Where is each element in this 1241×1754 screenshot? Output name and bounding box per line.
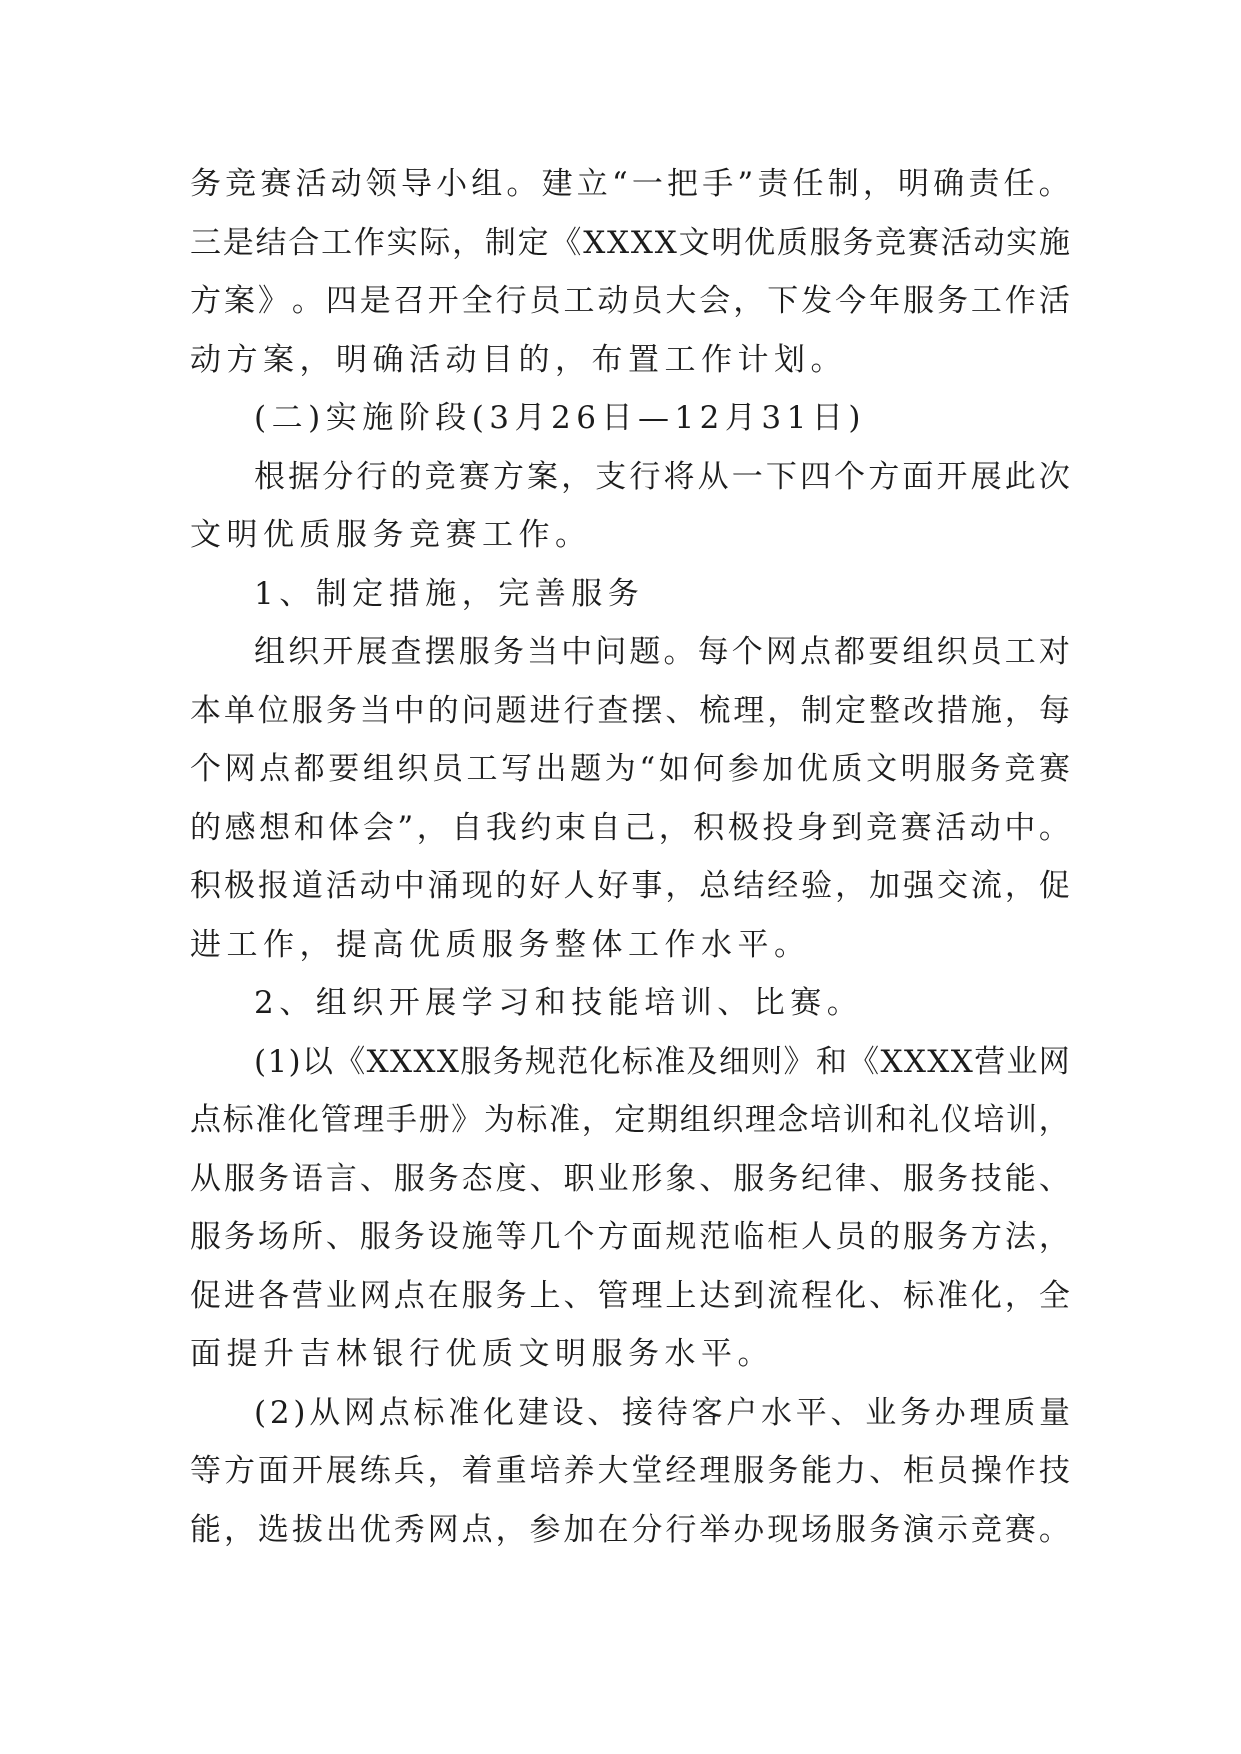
text-line: 服 务 场 所 、 服 务 设 施 等 几 个 方 面 规 范 临 柜 人 员 的 服 务 方 法 ， <box>190 1219 1070 1255</box>
text-line: ( 1 ) 以 《 X X X X 服 务 规 范 化 标 准 及 细 则 》 和 《 X X X X 营 业 网 <box>254 1043 1070 1080</box>
text-line: 促 进 各 营 业 网 点 在 服 务 上 、 管 理 上 达 到 流 程 化 、 标 准 化 ， 全 <box>190 1277 1070 1314</box>
document-body <box>190 155 1070 1559</box>
text-line: 从 服 务 语 言 、 服 务 态 度 、 职 业 形 象 、 服 务 纪 律 、 服 务 技 能 、 <box>190 1160 1070 1197</box>
text-line: ( 2 ) 从 网 点 标 准 化 建 设 、 接 待 客 户 水 平 、 业 务 办 理 质 量 <box>254 1394 1070 1431</box>
text-line: 个 网 点 都 要 组 织 员 工 写 出 题 为 “ 如 何 参 加 优 质 文 明 服 务 竞 赛 <box>190 751 1070 787</box>
section-heading: (二)实施阶段(3月26日—12月31日) <box>254 400 866 436</box>
text-line: 等 方 面 开 展 练 兵 ， 着 重 培 养 大 堂 经 理 服 务 能 力 、 柜 员 操 作 技 <box>190 1453 1070 1489</box>
text-line: 三 是 结 合 工 作 实 际 ， 制 定 《 X X X X 文 明 优 质 服 务 竞 赛 活 动 实 施 <box>190 224 1070 261</box>
text-line: 点 标 准 化 管 理 手 册 》 为 标 准 ， 定 期 组 织 理 念 培 训 和 礼 仪 培 训 ， <box>190 1102 1070 1138</box>
subsection-heading: 2、组织开展学习和技能培训、比赛。 <box>254 985 864 1021</box>
text-line: 文明优质服务竞赛工作。 <box>190 517 592 553</box>
text-line: 的 感 想 和 体 会 ” ， 自 我 约 束 自 己 ， 积 极 投 身 到 竞 赛 活 动 中 。 <box>190 809 1070 846</box>
text-line: 根 据 分 行 的 竞 赛 方 案 ， 支 行 将 从 一 下 四 个 方 面 开 展 此 次 <box>254 458 1070 495</box>
text-line: 进工作，提高优质服务整体工作水平。 <box>190 926 811 963</box>
text-line: 方 案 》 。 四 是 召 开 全 行 员 工 动 员 大 会 ， 下 发 今 年 服 务 工 作 活 <box>190 283 1070 319</box>
text-line: 面提升吉林银行优质文明服务水平。 <box>190 1336 774 1372</box>
text-line: 务 竞 赛 活 动 领 导 小 组 。 建 立 “ 一 把 手 ” 责 任 制 ， 明 确 责 任 。 <box>190 166 1070 202</box>
text-line: 动方案，明确活动目的，布置工作计划。 <box>190 341 847 378</box>
text-line: 组 织 开 展 查 摆 服 务 当 中 问 题 。 每 个 网 点 都 要 组 织 员 工 对 <box>254 634 1070 670</box>
text-line: 积 极 报 道 活 动 中 涌 现 的 好 人 好 事 ， 总 结 经 验 ， 加 强 交 流 ， 促 <box>190 868 1070 904</box>
subsection-heading: 1、制定措施，完善服务 <box>254 575 645 612</box>
text-line: 本 单 位 服 务 当 中 的 问 题 进 行 查 摆 、 梳 理 ， 制 定 整 改 措 施 ， 每 <box>190 692 1070 729</box>
text-line: 能 ， 选 拔 出 优 秀 网 点 ， 参 加 在 分 行 举 办 现 场 服 务 演 示 竞 赛 。 <box>190 1511 1070 1548</box>
